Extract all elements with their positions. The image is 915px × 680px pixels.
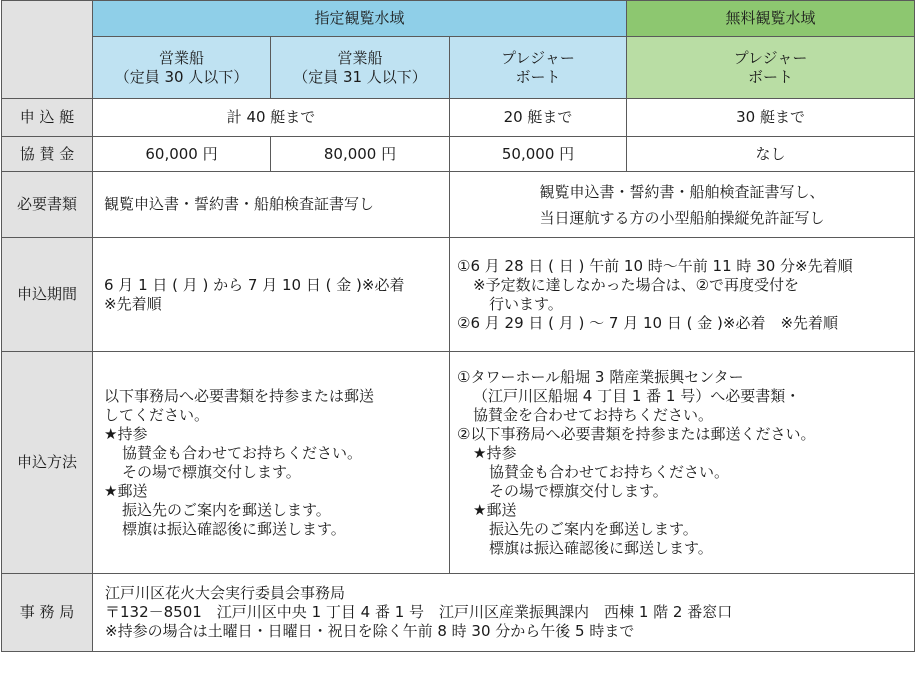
corner-cell bbox=[2, 1, 93, 99]
row-label: 事 務 局 bbox=[2, 574, 93, 652]
method-line: ★郵送 bbox=[104, 481, 148, 500]
office-line: ※持参の場合は土曜日・日曜日・祝日を除く午前 8 時 30 分から午後 5 時まで bbox=[105, 622, 635, 640]
cell-fee-col1: 60,000 円 bbox=[93, 137, 271, 172]
row-period bbox=[2, 238, 915, 352]
period-line: ②6 月 29 日 ( 月 ) ～ 7 月 10 日 ( 金 )※必着 ※先着順 bbox=[457, 313, 839, 332]
cell-period-commercial bbox=[93, 238, 450, 352]
cell-method-pleasure bbox=[450, 352, 915, 574]
method-line: 協賛金も合わせてお持ちください。 bbox=[489, 462, 730, 481]
method-line: （江戸川区船堀 4 丁目 1 番 1 号）へ必要書類・ bbox=[473, 386, 801, 405]
method-line: 以下事務局へ必要書類を持参または郵送 bbox=[104, 386, 375, 405]
row-label: 申込期間 bbox=[2, 238, 93, 352]
row-office bbox=[2, 574, 915, 652]
row-label: 申 込 艇 bbox=[2, 99, 93, 137]
header-commercial-30 bbox=[93, 37, 271, 99]
cell-free-boats: 30 艇まで bbox=[627, 99, 915, 137]
cell-pleasure-boats: 20 艇まで bbox=[450, 99, 627, 137]
method-line: ★郵送 bbox=[473, 500, 517, 519]
header-pleasure-boat bbox=[450, 37, 627, 99]
period-line: 行います。 bbox=[489, 294, 563, 313]
header-text: 営業船 bbox=[158, 48, 204, 67]
row-boats bbox=[2, 99, 915, 137]
period-line: ※予定数に達しなかった場合は、②で再度受付を bbox=[473, 275, 800, 294]
application-table bbox=[1, 0, 915, 652]
header-text: プレジャー bbox=[501, 48, 575, 67]
header-text: ボート bbox=[748, 67, 794, 86]
method-line: ★持参 bbox=[473, 443, 517, 462]
cell-period-pleasure bbox=[450, 238, 915, 352]
method-line: 標旗は振込確認後に郵送します。 bbox=[489, 538, 713, 557]
row-label: 申込方法 bbox=[2, 352, 93, 574]
cell-documents-commercial: 観覧申込書・誓約書・船舶検査証書写し bbox=[93, 172, 450, 238]
period-line: 6 月 1 日 ( 月 ) から 7 月 10 日 ( 金 )※必着 bbox=[104, 275, 405, 294]
method-line: ②以下事務局へ必要書類を持参または郵送ください。 bbox=[457, 424, 816, 443]
header-designated-area: 指定観覧水域 bbox=[93, 1, 627, 37]
header-text: プレジャー bbox=[733, 48, 808, 67]
cell-documents-pleasure bbox=[450, 172, 915, 238]
cell-fee-free: なし bbox=[627, 137, 915, 172]
office-line: 江戸川区花火大会実行委員会事務局 bbox=[105, 584, 346, 602]
method-line: ★持参 bbox=[104, 424, 148, 443]
cell-fee-col2: 80,000 円 bbox=[271, 137, 450, 172]
method-line: ①タワーホール船堀 3 階産業振興センター bbox=[457, 367, 744, 386]
header-text: 営業船 bbox=[337, 48, 383, 67]
doc-line: 観覧申込書・誓約書・船舶検査証書写し、 bbox=[539, 182, 825, 201]
header-text: ボート bbox=[515, 67, 561, 86]
header-text: （定員 30 人以下） bbox=[114, 67, 249, 86]
method-line: 振込先のご案内を郵送します。 bbox=[122, 500, 331, 519]
row-documents bbox=[2, 172, 915, 238]
cell-commercial-boats: 計 40 艇まで bbox=[93, 99, 450, 137]
row-label: 必要書類 bbox=[2, 172, 93, 238]
row-method bbox=[2, 352, 915, 574]
row-label: 協 賛 金 bbox=[2, 137, 93, 172]
method-line: してください。 bbox=[104, 405, 210, 424]
doc-line: 当日運航する方の小型船舶操縦免許証写し bbox=[539, 208, 825, 227]
method-line: その場で標旗交付します。 bbox=[122, 462, 301, 481]
header-text: （定員 31 人以下） bbox=[293, 67, 427, 86]
cell-fee-col3: 50,000 円 bbox=[450, 137, 627, 172]
method-line: 振込先のご案内を郵送します。 bbox=[489, 519, 698, 538]
header-commercial-31 bbox=[271, 37, 450, 99]
period-line: ※先着順 bbox=[104, 294, 162, 313]
method-line: 協賛金も合わせてお持ちください。 bbox=[122, 443, 363, 462]
row-fee bbox=[2, 137, 915, 172]
cell-method-commercial bbox=[93, 352, 450, 574]
header-free-pleasure-boat bbox=[627, 37, 915, 99]
method-line: その場で標旗交付します。 bbox=[489, 481, 668, 500]
method-line: 標旗は振込確認後に郵送します。 bbox=[122, 519, 346, 538]
header-free-area: 無料観覧水域 bbox=[627, 1, 915, 37]
office-line: 〒132－8501 江戸川区中央 1 丁目 4 番 1 号 江戸川区産業振興課内 西棟 1 階 2 番窓口 bbox=[105, 603, 733, 621]
cell-office bbox=[93, 574, 915, 652]
method-line: 協賛金を合わせてお持ちください。 bbox=[473, 405, 714, 424]
period-line: ①6 月 28 日 ( 日 ) 午前 10 時～午前 11 時 30 分※先着順 bbox=[457, 256, 853, 275]
